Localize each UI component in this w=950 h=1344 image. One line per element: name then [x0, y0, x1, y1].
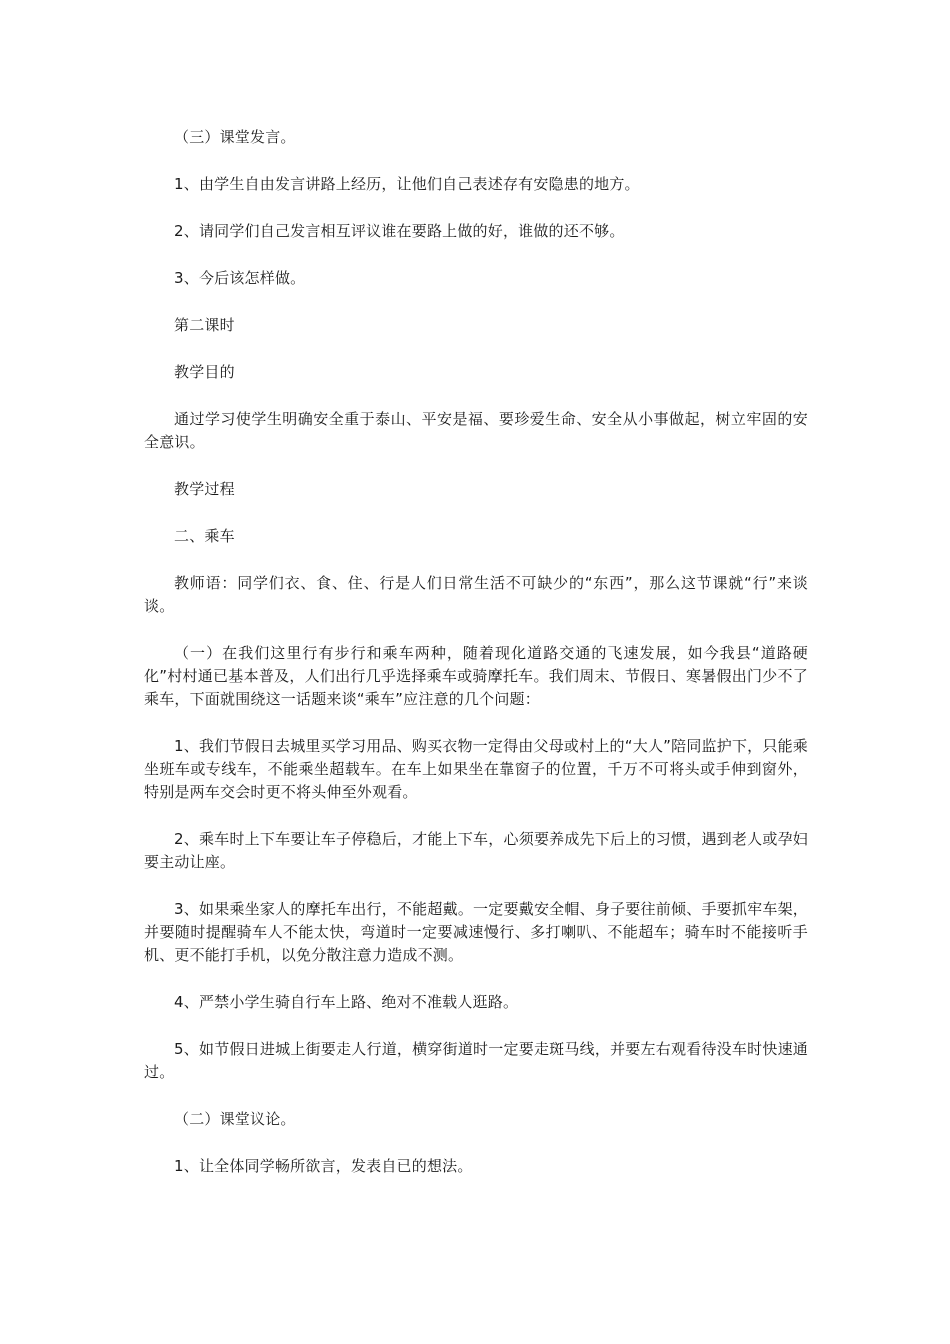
- section-heading-teaching-process: 教学过程: [174, 480, 235, 498]
- list-item: 1、让全体同学畅所欲言，发表自已的想法。: [174, 1157, 473, 1175]
- section-heading-teaching-goal: 教学目的: [174, 363, 235, 381]
- lesson-heading: 第二课时: [174, 316, 235, 334]
- section-heading-classroom-speech: （三）课堂发言。: [174, 128, 296, 146]
- list-item: 3、今后该怎样做。: [174, 269, 306, 287]
- list-item: 1、由学生自由发言讲路上经历，让他们自己表述存有安隐患的地方。: [174, 175, 640, 193]
- list-item: 1、我们节假日去城里买学习用品、购买衣物一定得由父母或村上的“大人”陪同监护下，只能乘坐班车或专线车，不能乘坐超载车。在车上如果坐在靠窗子的位置，千万不可将头或手伸到窗外，特别是两车交会时更不将头伸至外观看。: [144, 737, 808, 801]
- list-item: 2、请同学们自己发言相互评议谁在要路上做的好，谁做的还不够。: [174, 222, 625, 240]
- section-heading-classroom-discussion: （二）课堂议论。: [174, 1110, 296, 1128]
- list-item: 3、如果乘坐家人的摩托车出行，不能超戴。一定要戴安全帽、身子要往前倾、手要抓牢车架，并要随时提醒骑车人不能太快，弯道时一定要减速慢行、多打喇叭、不能超车；骑车时不能接听手机、更不能打手机，以免分散注意力造成不测。: [144, 900, 808, 964]
- paragraph: 通过学习使学生明确安全重于泰山、平安是福、要珍爱生命、安全从小事做起，树立牢固的安全意识。: [144, 410, 808, 451]
- list-item: 2、乘车时上下车要让车子停稳后，才能上下车，心须要养成先下后上的习惯，遇到老人或孕妇要主动让座。: [144, 830, 808, 871]
- list-item: 4、严禁小学生骑自行车上路、绝对不准载人逛路。: [174, 993, 519, 1011]
- document-body: [144, 126, 808, 1178]
- paragraph: 教师语：同学们衣、食、住、行是人们日常生活不可缺少的“东西”，那么这节课就“行”来谈谈。: [144, 574, 808, 615]
- paragraph: （一）在我们这里行有步行和乘车两种，随着现化道路交通的飞速发展，如今我县“道路硬化”村村通已基本普及，人们出行几乎选择乘车或骑摩托车。我们周末、节假日、寒暑假出门少不了乘车，下面就围绕这一话题来谈“乘车”应注意的几个问题：: [144, 644, 808, 708]
- section-heading-riding: 二、乘车: [174, 527, 235, 545]
- list-item: 5、如节假日进城上街要走人行道，横穿街道时一定要走斑马线，并要左右观看待没车时快速通过。: [144, 1040, 808, 1081]
